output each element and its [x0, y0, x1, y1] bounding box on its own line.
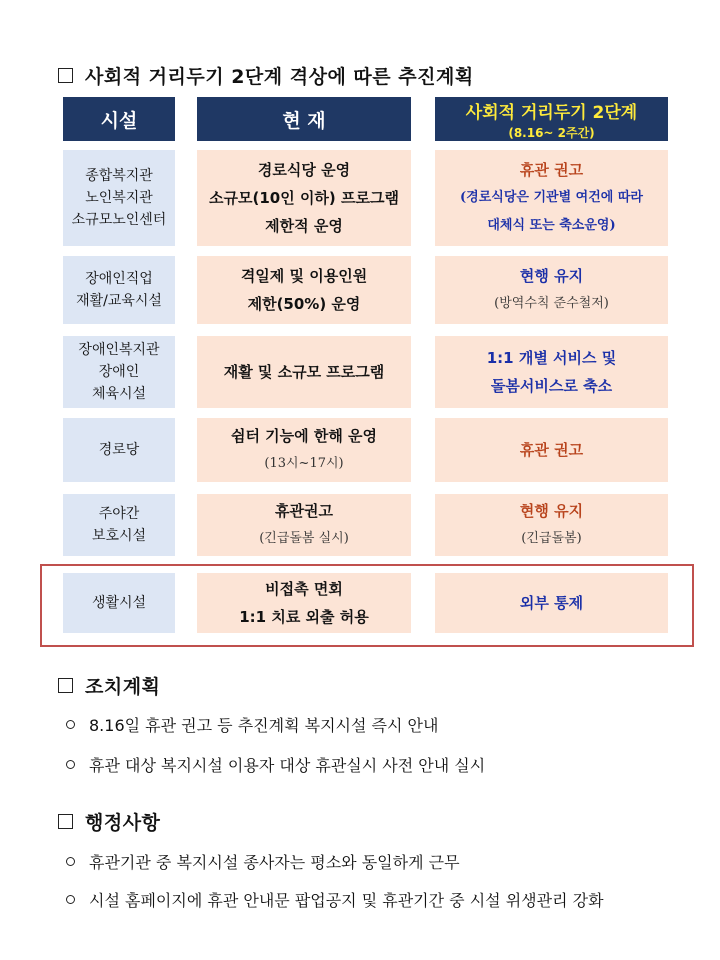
row5-facility: [63, 494, 175, 556]
header-stage2-period: (8.16~ 2주간): [508, 125, 595, 140]
row1-facility: [63, 150, 175, 246]
header-facility: [63, 97, 175, 141]
facility-line: 재활/교육시설: [76, 293, 162, 309]
header-facility-label: 시설: [100, 109, 138, 132]
row1-stage2: [435, 150, 668, 246]
facility-line: 장애인직업: [85, 271, 153, 287]
header-current-label: 현 재: [282, 109, 326, 132]
stage2-note: 대체식 또는 축소운영): [487, 218, 616, 233]
admin-item-text: 시설 홈페이지에 휴관 안내문 팝업공지 및 휴관기간 중 시설 위생관리 강화: [89, 891, 604, 910]
current-line: 휴관권고: [275, 502, 333, 520]
row2-facility: [63, 256, 175, 324]
plan-section-title: [58, 62, 474, 89]
current-line: 제한(50%) 운영: [247, 295, 361, 313]
row2-stage2: [435, 256, 668, 324]
stage2-note: (방역수칙 준수철저): [494, 296, 609, 311]
facility-line: 종합복지관: [85, 168, 153, 184]
plan-title-text: 사회적 거리두기 2단계 격상에 따른 추진계획: [85, 66, 474, 88]
row1-current: [197, 150, 411, 246]
bullet-circle-icon: [66, 857, 75, 866]
row4-stage2: [435, 418, 668, 482]
action-title-text: 조치계획: [85, 676, 161, 698]
admin-item: [66, 850, 460, 873]
stage2-line: 현행 유지: [519, 502, 584, 520]
checkbox-icon: [58, 814, 73, 829]
stage2-line: 외부 통제: [519, 594, 584, 612]
action-item-text: 휴관 대상 복지시설 이용자 대상 휴관실시 사전 안내 실시: [89, 756, 486, 775]
row3-facility: [63, 336, 175, 408]
current-line: 비접촉 면회: [265, 580, 343, 598]
bullet-circle-icon: [66, 760, 75, 769]
facility-line: 생활시설: [91, 595, 147, 611]
stage2-line: 1:1 개별 서비스 및: [486, 349, 617, 367]
facility-line: 장애인복지관: [78, 342, 160, 358]
current-line: 재활 및 소규모 프로그램: [223, 363, 385, 381]
header-stage2: [435, 97, 668, 141]
current-note: (13시~17시): [264, 456, 344, 471]
facility-line: 장애인: [98, 364, 140, 380]
header-current: [197, 97, 411, 141]
facility-line: 주야간: [98, 506, 140, 522]
admin-item-text: 휴관기관 중 복지시설 종사자는 평소와 동일하게 근무: [89, 853, 460, 872]
facility-line: 경로당: [98, 442, 140, 458]
admin-section-title: [58, 808, 160, 835]
action-item-text: 8.16일 휴관 권고 등 추진계획 복지시설 즉시 안내: [89, 716, 439, 735]
row4-current: [197, 418, 411, 482]
facility-line: 노인복지관: [85, 190, 153, 206]
row5-stage2: [435, 494, 668, 556]
row3-current: [197, 336, 411, 408]
action-item: [66, 713, 438, 736]
action-section-title: [58, 672, 160, 699]
bullet-circle-icon: [66, 895, 75, 904]
stage2-line: 돌봄서비스로 축소: [490, 377, 613, 395]
checkbox-icon: [58, 678, 73, 693]
action-item: [66, 753, 485, 776]
stage2-line: 휴관 권고: [519, 161, 584, 179]
current-line: 쉼터 기능에 한해 운영: [230, 427, 378, 445]
admin-title-text: 행정사항: [85, 812, 161, 834]
admin-item: [66, 888, 604, 911]
current-line: 소규모(10인 이하) 프로그램: [209, 189, 399, 207]
current-note: (긴급돌봄 실시): [259, 531, 349, 546]
header-stage2-label: 사회적 거리두기 2단계: [465, 102, 638, 123]
stage2-line: 휴관 권고: [519, 441, 584, 459]
row4-facility: [63, 418, 175, 482]
bullet-circle-icon: [66, 720, 75, 729]
current-line: 격일제 및 이용인원: [240, 267, 368, 285]
stage2-note: (긴급돌봄): [521, 531, 582, 546]
current-line: 1:1 치료 외출 허용: [239, 608, 369, 626]
stage2-note: (경로식당은 기관별 여건에 따라: [460, 190, 643, 205]
row2-current: [197, 256, 411, 324]
row5-current: [197, 494, 411, 556]
highlight-box: [40, 564, 694, 647]
stage2-line: 현행 유지: [519, 267, 584, 285]
facility-line: 소규모노인센터: [71, 212, 167, 228]
current-line: 제한적 운영: [265, 217, 343, 235]
facility-line: 체육시설: [91, 386, 147, 402]
checkbox-icon: [58, 68, 73, 83]
row3-stage2: [435, 336, 668, 408]
facility-line: 보호시설: [91, 528, 147, 544]
current-line: 경로식당 운영: [257, 161, 351, 179]
